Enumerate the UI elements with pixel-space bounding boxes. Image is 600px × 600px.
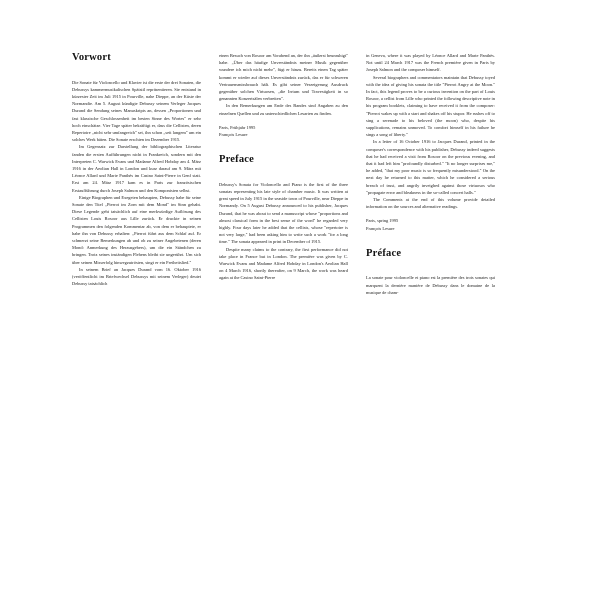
column-french: [366, 52, 495, 296]
signature-german: [219, 124, 348, 138]
signature-german-place-date: Paris, Frühjahr 1995: [219, 124, 256, 130]
german-paragraph-4: In seinem Brief an Jacques Durand vom 16. Oktober 1916 (veröffentlicht im Briefwechsel Debussys mit seinem Verleger) deutet Debussy tatsächlich: [72, 266, 201, 287]
english-continuation-3: In a letter of 16 October 1916 to Jacques Durand, printed in the composer's correspondence with his publisher, Debussy indeed suggests that he had received a visit from Rosoor on the previous evening, and that it had left him "profoundly disturbed." "It no longer surprises me," he added, "that my poor music is so frequently misunderstood." On the next day he returned to this matter, which he considered a serious breach of trust, and angrily inveighed against those virtuosos who "propagate error and bleakness in the so-called concert halls.": [366, 139, 495, 195]
signature-english-name: François Lesure: [366, 225, 395, 231]
column-german: [72, 52, 201, 287]
heading-vorwort: Vorwort: [72, 52, 111, 63]
english-continuation-1: in Geneva, where it was played by Léonce Allard and Marie Panthès. Not until 24 March 1917 was the French première given in Paris by Joseph Salmon and the composer himself.: [366, 53, 495, 73]
english-continuation-4: The Comments at the end of this volume provide detailed information on the sources and alternative readings.: [366, 197, 495, 210]
heading-preface: Preface: [219, 154, 255, 166]
french-paragraph-1: La sonate pour violoncelle et piano est la première des trois sonates qui marquent la dernière manière de Debussy dans le domaine de la musique de cham-: [366, 275, 495, 295]
english-paragraph-2: Despite many claims to the contrary, the first performance did not take place in France but in London. The première was given by C. Warwick Evans and Madame Alfred Hobday in London's Aeolian Hall on 4 March 1916, shortly thereafter, on 9 March, the work was heard again at the Casino Saint-Pierre: [219, 246, 348, 281]
german-continuation-1: einen Besuch von Rosoor am Vorabend an, der ihn „äußerst beunruhigt" habe. „Über das häufige Unverständnis meiner Musik gegenüber wundere ich mich nicht mehr", fügt er hinzu. Bereits einen Tag später kommt er wieder auf dieses Unverständnis zurück, das er für schweren Vertrauensmissbrauch hält. Es gibt seiner Verzeigerung Ausdruck gegenüber solchen Virtuosen, „die Irrtum und Travestigkeit in so genannten Konzertsälen verbreiten".: [219, 53, 348, 102]
three-column-text-body: [72, 52, 496, 548]
signature-english-place-date: Paris, spring 1995: [366, 218, 399, 224]
signature-english: [366, 217, 495, 231]
english-paragraph-1: Debussy's Sonata for Violoncello and Piano is the first of the three sonatas representing his late style of chamber music. It was written at great speed in July 1915 in the seaside town of Pourville, near Dieppe in Normandy. On 5 August Debussy announced to his publisher, Jacques Durand, that he was about to send a manuscript whose "proportions and almost classical form in the best sense of the word" he regarded very highly. Four days later he added that the cellists, whose "repertoire is not very large," had been asking him to write such a work "for a long time." The sonata appeared in print in December of 1915.: [219, 181, 348, 245]
heading-preface-fr: Préface: [366, 247, 402, 259]
german-continuation-2: In den Bemerkungen am Ende des Bandes sind Angaben zu den einzelnen Quellen und zu unterschiedlichen Lesarten zu finden.: [219, 103, 348, 116]
german-paragraph-2: Im Gegensatz zur Darstellung der bibliographischen Literatur fanden die ersten Aufführungen nicht in Frankreich, sondern mit den Interpreten C. Warwick Evans und Madame Alfred Hobday am 4. März 1916 in der Aeolian Hall in London und kurz darauf am 9. März mit Léonce Allard und Marie Panthès im Casino Saint-Pierre in Genf statt. Erst am 24. März 1917 kam es in Paris zur französischen Erstaufführung durch Joseph Salmon und den Komponisten selbst.: [72, 144, 201, 193]
spacer-before-preface-fr: [366, 232, 495, 248]
german-paragraph-1: Die Sonate für Violoncello und Klavier ist die erste der drei Sonaten, die Debussys kammermusikalischen Spätstil repräsentieren. Sie entstand in kürzester Zeit im Juli 1915 in Pourville, nahe Dieppe, an der Küste der Normandie. Am 5. August kündigte Debussy seinem Verleger Jacques Durand die Sendung seines Manuskripts an, dessen „Proportionen und fast klassische Geschlossenheit im besten Sinne des Wortes" er sehr hoch einschätze. Vier Tage später bekräftigt er, dass die Cellisten, deren Repertoire „nicht sehr umfangreich" sei, ihn schon „seit langem" um ein solches Werk bäten. Die Sonate erschien im Dezember 1915.: [72, 79, 201, 143]
spacer-before-preface: [219, 138, 348, 154]
signature-german-name: François Lesure: [219, 132, 248, 138]
german-paragraph-3: Einige Biographen und Exegeten behaupten, Debussy habe für seine Sonate den Titel „Pierrot im Zorn mit dem Mond" im Sinn gehabt. Diese Legende geht tatsächlich auf eine merkwürdige Auflösung des Cellisten Louis Rosoor aus Lille zurück. Er druckte in seinen Programmen den folgenden Kommentar ab, von dem er behauptete, er habe ihn von Debussy erhalten: „Pierrot führt aus dem Schlaf auf. Er schmerzt seine Bemerkungen ab und ob zu seiner Angebetenen (deren Mond: Anmerkung des Herausgebers), um die ein Ständchen zu bringen. Trotz seines inständigen Flehens bleibt sie ungerührt. Um sich über seinen Misserfolg hinwegzutrösten, singt er ein Freiheitslied.": [72, 194, 201, 265]
english-continuation-2: Several biographers and commentators maintain that Debussy toyed with the idea of giving his sonata the title "Pierrot Angry at the Moon." In fact, this legend proves to be a curious invention on the part of Louis Rosoor, a cellist from Lille who printed the following descriptive note in his program booklets, claiming to have received it from the composer: "Pierrot wakes up with a start and shakes off his stupor. He rushes off to sing a serenade to his beloved (the moon) who, despite his supplications, remains unmoved. To comfort himself in his failure he sings a song of liberty.": [366, 74, 495, 138]
column-english: [219, 52, 348, 282]
